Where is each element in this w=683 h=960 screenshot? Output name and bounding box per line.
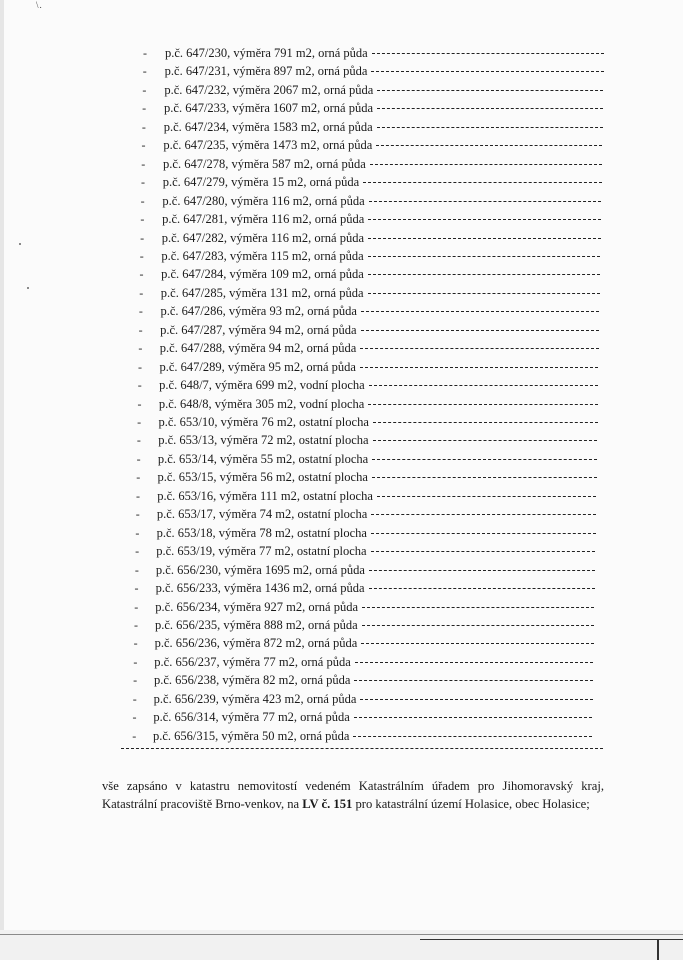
parcel-entry xyxy=(154,671,593,689)
dash-leader xyxy=(361,330,600,331)
parcel-entry xyxy=(165,62,604,80)
dash-leader xyxy=(377,108,603,109)
dash-leader xyxy=(368,404,597,405)
parcel-entry xyxy=(161,284,600,302)
parcel-text: p.č. 656/235, výměra 888 m2, orná půda xyxy=(154,617,358,632)
parcel-text: p.č. 647/230, výměra 791 m2, orná půda xyxy=(165,46,368,60)
parcel-text: p.č. 647/286, výměra 93 m2, orná půda xyxy=(160,304,357,319)
dash-leader xyxy=(377,127,603,128)
dash-leader xyxy=(369,385,598,386)
parcel-entry xyxy=(160,321,599,339)
list-bullet: - xyxy=(133,617,138,632)
dash-leader xyxy=(376,145,602,146)
list-bullet: - xyxy=(139,285,144,300)
parcel-text: p.č. 647/284, výměra 109 m2, orná půda xyxy=(161,267,364,282)
parcel-text: p.č. 653/16, výměra 111 m2, ostatní plocha xyxy=(157,488,373,503)
parcel-text: p.č. 647/289, výměra 95 m2, orná půda xyxy=(159,359,356,374)
list-bullet: - xyxy=(140,230,145,245)
parcel-item xyxy=(0,44,683,62)
list-bullet: - xyxy=(143,46,147,60)
parcel-item xyxy=(0,99,683,117)
dash-leader xyxy=(370,164,602,165)
parcel-text: p.č. 653/17, výměra 74 m2, ostatní plocha xyxy=(156,507,368,522)
dash-leader xyxy=(353,736,592,737)
parcel-entry xyxy=(161,247,600,265)
scan-mark: \. xyxy=(36,0,43,10)
parcel-entry xyxy=(153,708,592,726)
scan-bottom-line xyxy=(0,934,683,935)
parcel-entry xyxy=(159,358,598,376)
parcel-text: p.č. 647/231, výměra 897 m2, orná půda xyxy=(164,64,368,79)
parcel-text: p.č. 647/282, výměra 116 m2, orná půda xyxy=(161,230,365,245)
parcel-entry xyxy=(164,118,603,136)
parcel-text: p.č. 656/233, výměra 1436 m2, orná půda xyxy=(155,581,365,596)
parcel-item xyxy=(0,487,683,505)
parcel-entry xyxy=(164,81,603,99)
dash-leader xyxy=(363,182,602,183)
dash-leader xyxy=(369,201,602,202)
list-bullet: - xyxy=(142,101,147,116)
parcel-text: p.č. 647/281, výměra 116 m2, orná půda xyxy=(162,212,365,227)
list-bullet: - xyxy=(138,322,143,337)
parcel-text: p.č. 648/8, výměra 305 m2, vodní plocha xyxy=(158,396,365,411)
parcel-text: p.č. 647/285, výměra 131 m2, orná půda xyxy=(160,285,364,300)
scan-bottom-tick xyxy=(657,939,659,960)
parcel-text: p.č. 647/288, výměra 94 m2, orná půda xyxy=(159,341,357,356)
list-bullet: - xyxy=(140,212,145,227)
dash-leader xyxy=(368,219,601,220)
parcel-text: p.č. 653/19, výměra 77 m2, ostatní plocha xyxy=(156,544,367,559)
parcel-item xyxy=(0,579,683,597)
parcel-entry xyxy=(162,210,601,228)
parcel-text: p.č. 647/233, výměra 1607 m2, orná půda xyxy=(164,101,373,116)
parcel-item xyxy=(0,210,683,228)
list-bullet: - xyxy=(132,728,137,743)
parcel-entry xyxy=(165,44,604,62)
registry-paragraph xyxy=(102,777,604,814)
dash-leader xyxy=(371,533,596,534)
parcel-text: p.č. 653/13, výměra 72 m2, ostatní plocha xyxy=(158,433,369,448)
list-bullet: - xyxy=(142,64,147,79)
parcel-item xyxy=(0,524,683,542)
list-bullet: - xyxy=(133,654,138,669)
parcel-text: p.č. 656/238, výměra 82 m2, orná půda xyxy=(153,673,351,688)
parcel-text: p.č. 648/7, výměra 699 m2, vodní plocha xyxy=(159,378,365,393)
parcel-entry xyxy=(158,450,597,468)
dash-leader xyxy=(372,53,604,54)
parcel-item xyxy=(0,598,683,616)
parcel-text: p.č. 656/315, výměra 50 m2, orná půda xyxy=(153,728,350,743)
dash-leader xyxy=(354,717,593,718)
dash-leader xyxy=(368,274,600,275)
dash-leader xyxy=(369,570,595,571)
parcel-text: p.č. 656/237, výměra 77 m2, orná půda xyxy=(154,654,351,669)
separator-dashed-line xyxy=(121,748,603,749)
parcel-text: p.č. 653/18, výměra 78 m2, ostatní plocha xyxy=(156,525,367,540)
parcel-item xyxy=(0,431,683,449)
parcel-text: p.č. 647/283, výměra 115 m2, orná půda xyxy=(161,248,364,263)
parcel-text: p.č. 656/239, výměra 423 m2, orná půda xyxy=(153,691,357,706)
parcel-item xyxy=(0,616,683,634)
parcel-item xyxy=(0,136,683,154)
parcel-item xyxy=(0,321,683,339)
parcel-item xyxy=(0,505,683,523)
dash-leader xyxy=(373,440,598,441)
list-bullet: - xyxy=(134,581,139,596)
parcel-text: p.č. 647/234, výměra 1583 m2, orná půda xyxy=(163,119,373,134)
list-bullet: - xyxy=(137,378,142,393)
parcel-item xyxy=(0,690,683,708)
parcel-entry xyxy=(164,99,603,117)
parcel-text: p.č. 647/279, výměra 15 m2, orná půda xyxy=(162,175,360,190)
parcel-text: p.č. 647/287, výměra 94 m2, orná půda xyxy=(160,322,357,337)
parcel-entry xyxy=(156,542,595,560)
dash-leader xyxy=(377,90,603,91)
parcel-text: p.č. 647/232, výměra 2067 m2, orná půda xyxy=(164,82,374,97)
parcel-item xyxy=(0,155,683,173)
parcel-item xyxy=(0,265,683,283)
parcel-item xyxy=(0,634,683,652)
parcel-entry xyxy=(163,155,602,173)
dash-leader xyxy=(371,551,596,552)
list-bullet: - xyxy=(137,415,142,429)
parcel-text: p.č. 653/15, výměra 56 m2, ostatní plocha xyxy=(157,470,368,485)
parcel-entry xyxy=(155,598,594,616)
parcel-text: p.č. 647/235, výměra 1473 m2, orná půda xyxy=(163,138,373,153)
parcel-item xyxy=(0,376,683,394)
dash-leader xyxy=(360,699,592,700)
parcel-text: p.č. 656/230, výměra 1695 m2, orná půda xyxy=(155,562,365,577)
parcel-item xyxy=(0,118,683,136)
scan-bottom-rule xyxy=(420,939,683,940)
dash-leader xyxy=(368,256,601,257)
parcel-item xyxy=(0,413,683,431)
list-bullet: - xyxy=(138,304,143,319)
parcel-entry xyxy=(158,431,597,449)
list-bullet: - xyxy=(138,341,143,356)
parcel-item xyxy=(0,302,683,320)
list-bullet: - xyxy=(140,175,145,190)
paragraph-text-end: pro katastrální území Holasice, obec Holasice; xyxy=(352,797,590,812)
parcel-entry xyxy=(161,265,600,283)
parcel-item xyxy=(0,542,683,560)
dash-leader xyxy=(354,680,593,681)
list-bullet: - xyxy=(134,599,139,614)
parcel-entry xyxy=(159,376,598,394)
list-bullet: - xyxy=(139,248,144,263)
parcel-item xyxy=(0,229,683,247)
parcel-item xyxy=(0,727,683,745)
list-bullet: - xyxy=(135,544,140,559)
dash-leader xyxy=(362,625,594,626)
list-bullet: - xyxy=(135,507,140,522)
list-bullet: - xyxy=(135,488,140,503)
parcel-item xyxy=(0,561,683,579)
dash-leader xyxy=(360,367,599,368)
dash-leader xyxy=(369,588,595,589)
parcel-text: p.č. 656/236, výměra 872 m2, orná půda xyxy=(154,636,358,651)
parcel-entry xyxy=(159,413,598,431)
dash-leader xyxy=(372,477,597,478)
parcel-item xyxy=(0,284,683,302)
list-bullet: - xyxy=(133,636,138,651)
dash-leader xyxy=(373,422,598,423)
parcel-entry xyxy=(159,395,598,413)
parcel-entry xyxy=(162,192,601,210)
dash-leader xyxy=(362,607,594,608)
paragraph-lv-number: LV č. 151 xyxy=(302,797,353,812)
parcel-text: p.č. 647/278, výměra 587 m2, orná půda xyxy=(163,156,366,171)
parcel-text: p.č. 647/280, výměra 116 m2, orná půda xyxy=(162,193,365,208)
parcel-entry xyxy=(163,173,602,191)
dash-leader xyxy=(371,514,596,515)
parcel-entry xyxy=(157,505,596,523)
dash-leader xyxy=(368,238,601,239)
parcel-item xyxy=(0,192,683,210)
dash-leader xyxy=(371,71,603,72)
dash-leader xyxy=(355,662,594,663)
parcel-item xyxy=(0,450,683,468)
parcel-item xyxy=(0,62,683,80)
parcel-text: p.č. 653/10, výměra 76 m2, ostatní plocha xyxy=(158,415,369,429)
list-bullet: - xyxy=(137,396,142,411)
parcel-item xyxy=(0,653,683,671)
list-bullet: - xyxy=(134,562,139,577)
parcel-entry xyxy=(154,690,593,708)
parcel-entry xyxy=(162,229,601,247)
parcel-entry xyxy=(163,136,602,154)
list-bullet: - xyxy=(136,470,141,485)
parcel-item xyxy=(0,247,683,265)
paragraph-text: vše zapsáno v katastru nemovitostí vedeném Katastrálním úřadem pro Jihomoravský kraj, Katastrální pracoviště Brno-venkov, na xyxy=(102,778,604,812)
parcel-text: p.č. 653/14, výměra 55 m2, ostatní plocha xyxy=(157,451,369,466)
parcel-item xyxy=(0,173,683,191)
parcel-entry xyxy=(153,727,592,745)
parcel-item xyxy=(0,468,683,486)
list-bullet: - xyxy=(136,433,141,448)
parcel-item xyxy=(0,358,683,376)
parcel-entry xyxy=(160,339,599,357)
parcel-item xyxy=(0,671,683,689)
dash-leader xyxy=(361,311,600,312)
list-bullet: - xyxy=(132,691,137,706)
list-bullet: - xyxy=(135,525,140,540)
dash-leader xyxy=(377,496,596,497)
parcel-item xyxy=(0,81,683,99)
parcel-entry xyxy=(157,487,596,505)
dash-leader xyxy=(360,348,599,349)
list-bullet: - xyxy=(141,156,146,171)
list-bullet: - xyxy=(133,673,138,688)
parcel-entry xyxy=(155,634,594,652)
parcel-item xyxy=(0,708,683,726)
dash-leader xyxy=(372,459,597,460)
parcel-text: p.č. 656/234, výměra 927 m2, orná půda xyxy=(155,599,358,614)
list-bullet: - xyxy=(132,710,137,725)
list-bullet: - xyxy=(142,82,147,97)
list-bullet: - xyxy=(138,359,143,374)
list-bullet: - xyxy=(140,193,145,208)
parcel-entry xyxy=(154,653,593,671)
list-bullet: - xyxy=(139,267,144,282)
dash-leader xyxy=(361,643,593,644)
list-bullet: - xyxy=(141,119,146,134)
parcel-entry xyxy=(157,524,596,542)
parcel-item xyxy=(0,339,683,357)
parcel-entry xyxy=(158,468,597,486)
dash-leader xyxy=(368,293,600,294)
parcel-text: p.č. 656/314, výměra 77 m2, orná půda xyxy=(153,710,350,725)
parcel-entry xyxy=(160,302,599,320)
list-bullet: - xyxy=(141,138,146,153)
parcel-item xyxy=(0,395,683,413)
list-bullet: - xyxy=(136,451,141,466)
parcel-entry xyxy=(156,579,595,597)
parcel-entry xyxy=(155,616,594,634)
parcel-entry xyxy=(156,561,595,579)
